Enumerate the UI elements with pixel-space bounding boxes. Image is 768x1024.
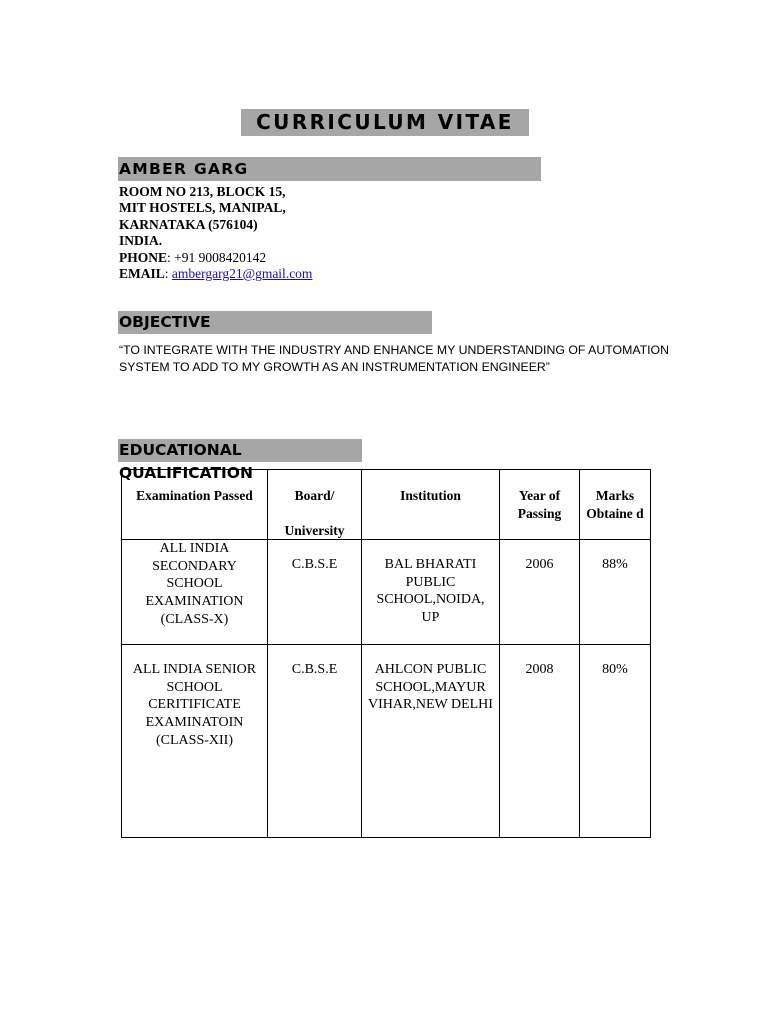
address-line: INDIA.: [119, 233, 163, 249]
cell-board: C.B.S.E: [268, 540, 362, 645]
name-heading: AMBER GARG: [118, 157, 541, 181]
cell-marks: 80%: [580, 645, 651, 838]
phone-label: PHONE: [119, 249, 168, 265]
objective-heading: OBJECTIVE: [118, 311, 432, 334]
email-label: EMAIL: [119, 266, 165, 282]
email-link[interactable]: ambergarg21@gmail.com: [171, 266, 313, 282]
phone-line: [119, 250, 539, 266]
table-row: [122, 540, 651, 645]
cell-exam: ALL INDIA SECONDARY SCHOOL EXAMINATION (CLASS-X): [122, 540, 268, 645]
education-heading: EDUCATIONAL QUALIFICATION: [118, 439, 362, 462]
table-header-row: [122, 470, 651, 540]
header-marks: Marks Obtaine d: [580, 470, 651, 540]
address-line: MIT HOSTELS, MANIPAL,: [119, 200, 286, 216]
header-board-line1: Board/: [294, 488, 335, 503]
cell-board: C.B.S.E: [268, 645, 362, 838]
address-line: ROOM NO 213, BLOCK 15,: [119, 184, 286, 199]
phone-value: : +91 9008420142: [167, 249, 267, 265]
document-title: CURRICULUM VITAE: [241, 109, 529, 136]
cell-year: 2006: [500, 540, 580, 645]
header-board: [268, 470, 362, 540]
education-table: [121, 469, 651, 838]
contact-block: [119, 184, 539, 282]
address-line: KARNATAKA (576104): [119, 216, 258, 232]
cell-institution: AHLCON PUBLIC SCHOOL,MAYUR VIHAR,NEW DELHI: [362, 645, 500, 838]
cell-institution: BAL BHARATI PUBLIC SCHOOL,NOIDA, UP: [362, 540, 500, 645]
header-board-line2: University: [284, 522, 345, 538]
table-row: [122, 645, 651, 838]
header-institution: Institution: [362, 470, 500, 540]
header-year: Year of Passing: [500, 470, 580, 540]
email-line: [119, 266, 539, 282]
cell-exam: ALL INDIA SENIOR SCHOOL CERITIFICATE EXAMINATOIN (CLASS-XII): [122, 645, 268, 838]
cell-year: 2008: [500, 645, 580, 838]
header-exam: Examination Passed: [122, 470, 268, 540]
cell-marks: 88%: [580, 540, 651, 645]
objective-text: “TO INTEGRATE WITH THE INDUSTRY AND ENHANCE MY UNDERSTANDING OF AUTOMATION SYSTEM TO ADD TO MY GROWTH AS AN INSTRUMENTATION ENGINEER”: [119, 343, 669, 374]
email-separator: :: [164, 266, 172, 282]
